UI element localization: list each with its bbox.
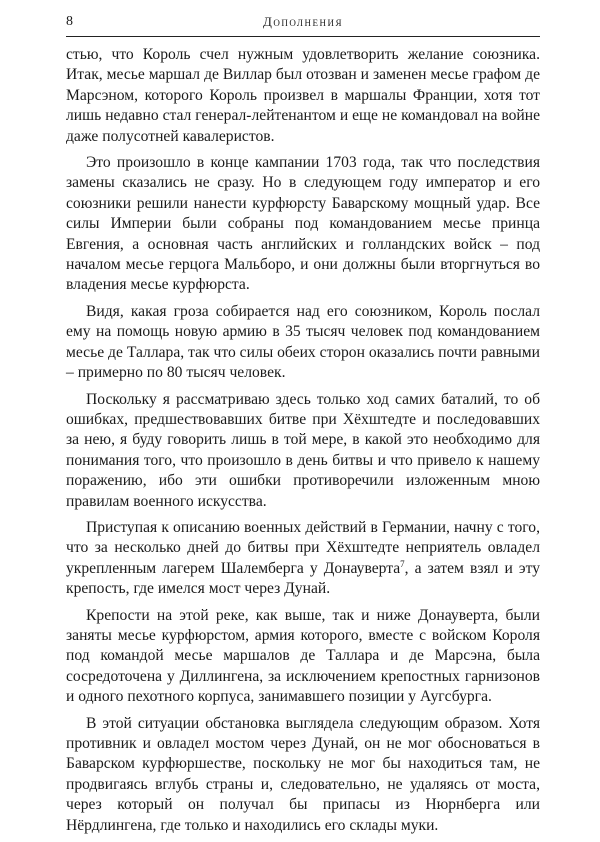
paragraph: Крепости на этой реке, как выше, так и ниже Донауверта, были заняты месье курфюрстом, армия которого, вместе с войском Короля под командой месье маршалов де Таллара и де Марсэна, была сосредоточена у Диллингена, за исключением крепостных гарнизонов и одного пехотного корпуса, занимавшего позиции у Аугсбурга. <box>66 606 540 706</box>
paragraph: стью, что Король счел нужным удовлетворить желание союзника. Итак, месье маршал де Виллар был отозван и заменен месье графом де Марсэном, которого Король произвел в маршалы Франции, хотя тот лишь недавно стал генерал-лейтенантом и еще не командовал на войне даже полусотней кавалеристов. <box>66 46 540 145</box>
body-text <box>66 45 540 842</box>
paragraph: В этой ситуации обстановка выглядела следующим образом. Хотя противник и овладел мостом через Дунай, он не мог обосноваться в Баварском курфюршестве, поскольку не мог бы находиться там, не продвигаясь вглубь страны и, следовательно, не удаляясь от моста, через который он получал бы припасы из Нюрнберга или Нёрдлингена, где только и находились его склады муки. <box>66 714 540 834</box>
header-rule <box>66 36 540 37</box>
page-header <box>66 12 540 34</box>
paragraph: Это произошло в конце кампании 1703 года, так что последствия замены сказались не сразу. Но в следующем году император и его союзники решили нанести курфюрсту Баварскому мощный удар. Все силы Империи были собраны под командованием месье принца Евгения, а основная часть английских и голландских войск – под началом месье герцога Мальборо, и они должны были вторгнуться во владения месье курфюрста. <box>66 154 540 294</box>
footnote-reference[interactable]: 7 <box>400 558 405 569</box>
paragraph <box>66 518 540 600</box>
paragraph-text: Приступая к описанию военных действий в Германии, начну с того, что за несколько дней до битвы при Хёхштедте неприятель овладел укрепленным лагерем Шалемберга у Донауверта <box>66 518 540 577</box>
paragraph: Поскольку я рассматриваю здесь только ход самих баталий, то об ошибках, предшествовавших битве при Хёхштедте и последовавших за нею, я буду говорить лишь в той мере, в какой это необходимо для понимания того, что произошло в день битвы и что привело к нашему поражению, ибо эти ошибки противоречили изложенным мною правилам военного искусства. <box>66 390 540 510</box>
running-head: Дополнения <box>262 14 344 29</box>
page-number: 8 <box>66 14 73 29</box>
paragraph: Видя, какая гроза собирается над его союзником, Король послал ему на помощь новую армию в 35 тысяч человек под командованием месье де Таллара, так что силы обеих сторон оказались почти равными – примерно по 80 тысяч человек. <box>66 302 540 382</box>
paragraph-text-tail: , а затем взял и эту крепость, где имелся мост через Дунай. <box>66 559 541 598</box>
